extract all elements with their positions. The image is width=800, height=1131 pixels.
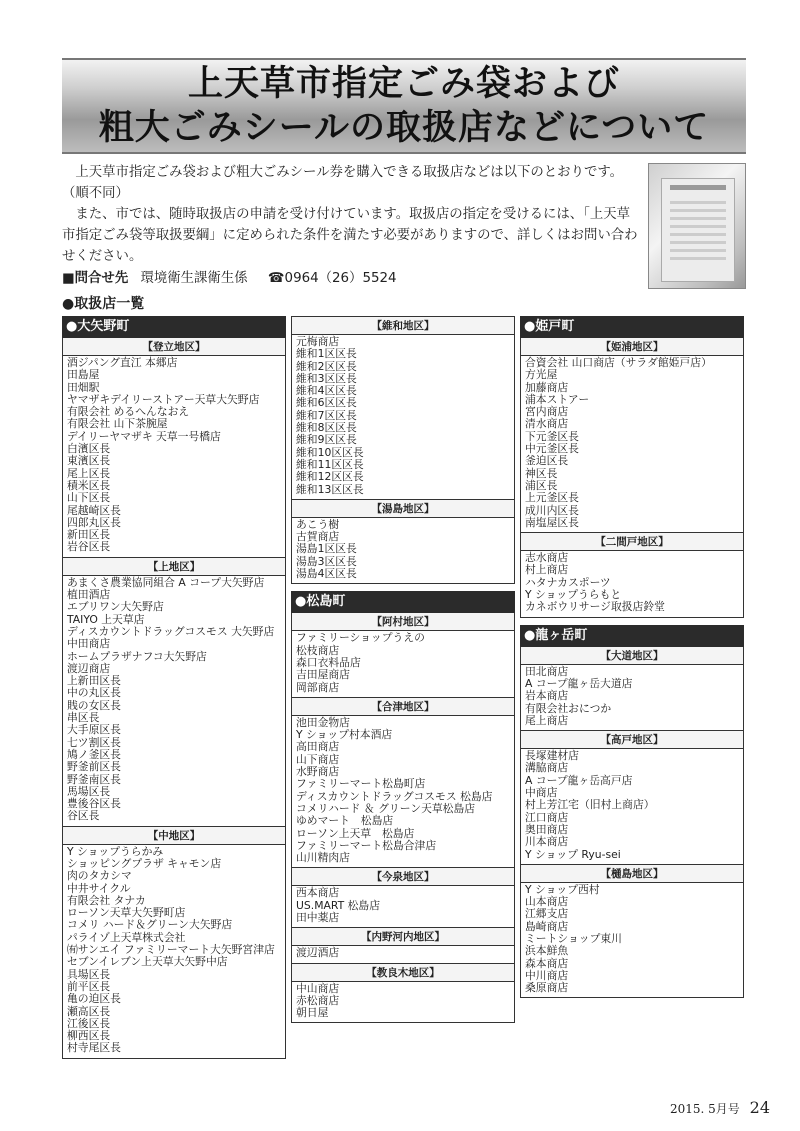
shop-list-item: 朝日屋 xyxy=(296,1006,329,1020)
shop-list xyxy=(521,749,743,864)
shop-list-item: 鳩ノ釜区長 xyxy=(67,747,121,761)
shop-list-item: デイリーヤマザキ 天草一号橋店 xyxy=(67,429,221,443)
shop-list-item: A コープ龍ヶ岳大道店 xyxy=(525,676,633,690)
shop-list-item: 有限会社おにつか xyxy=(525,701,612,715)
shop-list-item: 維和1区区長 xyxy=(296,347,357,361)
shop-list-item: 南塩屋区長 xyxy=(525,515,579,529)
shop-list-item: 田島屋 xyxy=(67,368,100,382)
shop-list-item: 山川精肉店 xyxy=(296,851,350,865)
shop-list-item: ファミリーマート松島合津店 xyxy=(296,838,437,852)
shop-list-item: 尾越崎区長 xyxy=(67,503,121,517)
shop-list-item: 吉田屋商店 xyxy=(296,668,350,682)
shop-list-item: 維和13区区長 xyxy=(296,482,364,496)
shop-list-item: あまくさ農業協同組合 A コープ大矢野店 xyxy=(67,575,265,589)
shop-list-item: 上元釜区長 xyxy=(525,491,579,505)
shop-list-item: TAIYO 上天草店 xyxy=(67,612,145,626)
shop-list-item: 中元釜区長 xyxy=(525,442,579,456)
shop-list-item: セブンイレブン上天草大矢野中店 xyxy=(67,955,228,969)
shop-list-item: 豊後谷区長 xyxy=(67,797,121,811)
area-heading: 【教良木地区】 xyxy=(292,964,514,982)
title-line-1: 上天草市指定ごみ袋および xyxy=(187,64,620,104)
shop-list-item: 白濱区長 xyxy=(67,442,111,456)
shop-list-item: Y ショップうらかみ xyxy=(67,844,164,858)
town-heading: ●龍ヶ岳町 xyxy=(520,625,744,647)
area-heading: 【今泉地区】 xyxy=(292,868,514,886)
contact-line xyxy=(62,268,640,289)
area-heading: 【二間戸地区】 xyxy=(521,533,743,551)
shop-list-item: 湯島4区区長 xyxy=(296,567,357,581)
area-heading: 【樋島地区】 xyxy=(521,865,743,883)
shop-list-item: 川本商店 xyxy=(525,835,569,849)
shop-list-item: 亀の迫区長 xyxy=(67,992,121,1006)
shop-list-item: ヤマザキデイリーストアー天草大矢野店 xyxy=(67,392,260,406)
area-block xyxy=(291,500,515,584)
area-block xyxy=(291,868,515,928)
shop-list-item: 植田酒店 xyxy=(67,588,111,602)
shop-list-item: ローソン上天草 松島店 xyxy=(296,826,415,840)
area-block xyxy=(520,731,744,865)
area-heading: 【湯島地区】 xyxy=(292,500,514,518)
shop-list-item: 中田商店 xyxy=(67,637,111,651)
shop-list-item: 維和2区区長 xyxy=(296,359,357,373)
shop-list-item: 森本商店 xyxy=(525,956,569,970)
shop-list-item: 野釜南区長 xyxy=(67,772,121,786)
shop-list xyxy=(521,883,743,998)
shop-list xyxy=(292,716,514,868)
shop-list-item: 古賀商店 xyxy=(296,530,340,544)
column-gap xyxy=(291,584,515,591)
page-number: 24 xyxy=(749,1098,770,1117)
shop-list-item: 維和4区区長 xyxy=(296,384,357,398)
title-line-2: 粗大ごみシールの取扱店などについて xyxy=(98,108,710,148)
shop-list xyxy=(521,356,743,532)
shop-list-item: 有限会社 めるへんなおえ xyxy=(67,405,190,419)
shop-list-item: 上新田区長 xyxy=(67,674,121,688)
shop-list xyxy=(521,665,743,730)
shop-list-item: 村寺尾区長 xyxy=(67,1041,121,1055)
shop-list-item: 島崎商店 xyxy=(525,919,569,933)
garbage-bag-photo xyxy=(648,163,746,289)
shop-list-item: 加藤商店 xyxy=(525,380,569,394)
shop-list-item: ショッピングプラザ キャモン店 xyxy=(67,856,222,870)
area-block xyxy=(62,827,286,1059)
shop-list-item: 下元釜区長 xyxy=(525,429,579,443)
shop-list-item: 中商店 xyxy=(525,786,558,800)
contact-tel: ☎0964（26）5524 xyxy=(267,271,397,286)
shop-list-item: 有限会社 山下茶腕屋 xyxy=(67,417,168,431)
shop-list-item: 維和3区区長 xyxy=(296,371,357,385)
area-heading: 【大道地区】 xyxy=(521,647,743,665)
shop-list xyxy=(292,518,514,583)
shop-list-item: ディスカウントドラッグコスモス 松島店 xyxy=(296,789,493,803)
shop-list-item: US.MART 松島店 xyxy=(296,898,381,912)
shop-list-item: 水野商店 xyxy=(296,765,340,779)
shop-list-item: A コープ龍ヶ岳高戸店 xyxy=(525,773,633,787)
area-block xyxy=(520,533,744,617)
column-2 xyxy=(291,316,515,1023)
shop-list-item: 維和11区区長 xyxy=(296,457,364,471)
shop-list-item: 瀬高区長 xyxy=(67,1004,111,1018)
shop-list-item: 維和9区区長 xyxy=(296,433,357,447)
shop-list-item: ハタナカスポーツ xyxy=(525,575,611,589)
shop-list-item: 宮内商店 xyxy=(525,405,569,419)
shop-list-item: 柳西区長 xyxy=(67,1029,111,1043)
title-banner xyxy=(62,58,746,154)
shop-list-item: コメリ ハード＆グリーン大矢野店 xyxy=(67,918,233,932)
area-heading: 【維和地区】 xyxy=(292,317,514,335)
area-block xyxy=(62,558,286,827)
shop-list-item: 賎の女区長 xyxy=(67,698,121,712)
shop-list-item: カネボウリサージ取扱店鈴堂 xyxy=(525,600,665,614)
shop-list-item: 中の丸区長 xyxy=(67,686,121,700)
page-footer xyxy=(670,1098,770,1117)
shop-list-item: 元梅商店 xyxy=(296,335,340,348)
shop-list-item: 池田金物店 xyxy=(296,715,350,729)
shop-list-item: 維和7区区長 xyxy=(296,408,357,422)
issue-label: 2015. 5月号 xyxy=(670,1102,740,1116)
shop-list xyxy=(292,982,514,1023)
shop-list-item: 桑原商店 xyxy=(525,981,569,995)
shop-list-item: 渡辺酒店 xyxy=(296,946,340,960)
shop-list-item: 志水商店 xyxy=(525,551,569,565)
shop-list-item: 江郷支店 xyxy=(525,907,569,921)
area-heading: 【上地区】 xyxy=(63,558,285,576)
shop-list-item: 尾上区長 xyxy=(67,466,111,480)
shop-list xyxy=(292,335,514,499)
contact-label: ■問合せ先 xyxy=(62,271,129,286)
shop-list-item: エブリワン大矢野店 xyxy=(67,600,164,614)
shop-list xyxy=(63,576,285,826)
shop-list-item: 成川内区長 xyxy=(525,503,579,517)
shop-list-item: 方光屋 xyxy=(525,368,558,382)
area-heading: 【合津地区】 xyxy=(292,698,514,716)
shop-list-item: 釜迫区長 xyxy=(525,454,569,468)
area-heading: 【内野河内地区】 xyxy=(292,928,514,946)
shop-list-item: 酒ジパング直江 本郷店 xyxy=(67,356,178,369)
shop-list-item: 新田区長 xyxy=(67,528,111,542)
shop-list-item: 田北商店 xyxy=(525,664,569,678)
shop-list-item: 合資会社 山口商店（サラダ館姫戸店） xyxy=(525,356,712,369)
shop-list-item: 江後区長 xyxy=(67,1016,111,1030)
shop-list-item: 馬場区長 xyxy=(67,784,111,798)
area-heading: 【中地区】 xyxy=(63,827,285,845)
shop-list-item: 江口商店 xyxy=(525,810,569,824)
shop-list-item: 山下商店 xyxy=(296,752,340,766)
shop-list-item: ゆめマート 松島店 xyxy=(296,814,394,828)
shop-list-item: 尾上商店 xyxy=(525,713,569,727)
shop-list-item: Y ショップ Ryu-sei xyxy=(525,847,621,861)
area-block xyxy=(62,338,286,558)
area-heading: 【高戸地区】 xyxy=(521,731,743,749)
shop-list-item: 赤松商店 xyxy=(296,993,340,1007)
contact-dept: 環境衛生課衛生係 xyxy=(140,271,248,286)
shop-list-item: 大手原区長 xyxy=(67,723,121,737)
shop-list-item: 七ツ割区長 xyxy=(67,735,121,749)
shop-list-item: 松枝商店 xyxy=(296,643,340,657)
area-block xyxy=(291,316,515,500)
shop-list-item: 岡部商店 xyxy=(296,680,340,694)
shop-list xyxy=(292,886,514,927)
shop-list-item: ㈲サンエイ ファミリーマート大矢野宮津店 xyxy=(67,943,275,957)
shop-list-item: コメリハード ＆ グリーン天草松島店 xyxy=(296,801,476,815)
shop-list-item: 溝脇商店 xyxy=(525,761,569,775)
shop-list-item: 岩谷区長 xyxy=(67,540,111,554)
intro-paragraph-1: 上天草市指定ごみ袋および粗大ごみシール券を購入できる取扱店などは以下のとおりです。（順不同） xyxy=(62,165,624,201)
shop-list-item: 西本商店 xyxy=(296,886,340,900)
shop-list-item: Y ショップうらもと xyxy=(525,588,622,602)
shop-list-item: 維和8区区長 xyxy=(296,421,357,435)
area-heading: 【阿村地区】 xyxy=(292,613,514,631)
area-block xyxy=(291,613,515,697)
shop-list-item: 積米区長 xyxy=(67,478,111,492)
shop-list-item: 神区長 xyxy=(525,466,558,480)
shop-list-item: 浜本鮮魚 xyxy=(525,944,569,958)
shop-list-item: 前平区長 xyxy=(67,979,111,993)
shop-list-item: ミートショップ東川 xyxy=(525,931,622,945)
shop-list-item: 四郎丸区長 xyxy=(67,515,121,529)
shop-list-item: 田中薬店 xyxy=(296,910,340,924)
intro-paragraph-2: また、市では、随時取扱店の申請を受け付けています。取扱店の指定を受けるには、「上天草市指定ごみ袋等取扱要綱」に定められた条件を満たす必要がありますので、詳しくはお問い合わせください。 xyxy=(62,207,638,264)
shop-list-item: ファミリーマート松島町店 xyxy=(296,777,426,791)
shop-list-item: 湯島3区区長 xyxy=(296,554,357,568)
shop-list-item: 中井サイクル xyxy=(67,881,131,895)
shop-list xyxy=(63,845,285,1058)
shop-list-item: 肉のタカシマ xyxy=(67,869,132,883)
town-heading: ●大矢野町 xyxy=(62,316,286,338)
shop-list-item: 浦本ストアー xyxy=(525,392,590,406)
shop-list-item: ファミリーショップうえの xyxy=(296,631,425,645)
shop-list-item: 山本商店 xyxy=(525,895,569,909)
shop-list-item: 谷区長 xyxy=(67,809,100,823)
garbage-bag-image xyxy=(661,178,735,282)
shop-list-item: 維和10区区長 xyxy=(296,445,364,459)
area-block xyxy=(520,338,744,533)
shop-list-item: 山下区長 xyxy=(67,491,111,505)
shop-list-item: 維和6区区長 xyxy=(296,396,357,410)
shop-list-item: 岩本商店 xyxy=(525,689,569,703)
area-heading: 【登立地区】 xyxy=(63,338,285,356)
area-block xyxy=(291,928,515,963)
area-block xyxy=(291,698,515,869)
town-heading: ●松島町 xyxy=(291,591,515,613)
shop-list-item: あこう樹 xyxy=(296,517,340,531)
shop-list-item: 高田商店 xyxy=(296,740,340,754)
shop-list-item: 有限会社 タナカ xyxy=(67,893,146,907)
column-3 xyxy=(520,316,744,998)
shop-list-item: ディスカウントドラッグコスモス 大矢野店 xyxy=(67,624,275,638)
shop-list-item: 中川商店 xyxy=(525,968,569,982)
shop-list-item: 湯島1区区長 xyxy=(296,542,357,556)
shop-list-item: 串区長 xyxy=(67,711,100,725)
area-heading: 【姫浦地区】 xyxy=(521,338,743,356)
shop-list-item: 中山商店 xyxy=(296,981,340,995)
shop-list-item: 東濱区長 xyxy=(67,454,111,468)
shop-list xyxy=(521,551,743,616)
shop-list-item: 村上芳江宅（旧村上商店） xyxy=(525,798,655,812)
shop-list-item: 具場区長 xyxy=(67,967,111,981)
area-block xyxy=(520,647,744,731)
area-block xyxy=(520,865,744,999)
shop-list-item: ホームプラザナフコ大矢野店 xyxy=(67,649,207,663)
shop-list-item: パライゾ上天草株式会社 xyxy=(67,930,186,944)
town-heading: ●姫戸町 xyxy=(520,316,744,338)
shop-list-item: 奥田商店 xyxy=(525,822,569,836)
shop-list-item: 浦区長 xyxy=(525,478,558,492)
shop-list-item: ローソン天草大矢野町店 xyxy=(67,906,186,920)
shop-list xyxy=(292,946,514,962)
shop-list xyxy=(63,356,285,557)
column-gap xyxy=(520,618,744,625)
intro-section xyxy=(62,162,640,289)
shop-list-item: 長塚建材店 xyxy=(525,749,579,763)
shop-list-item: 渡辺商店 xyxy=(67,661,111,675)
shop-list-item: Y ショップ村本酒店 xyxy=(296,728,393,742)
shop-list-item: 森口衣料品店 xyxy=(296,655,361,669)
shop-list-item: 清水商店 xyxy=(525,417,569,431)
shop-list-item: 田畑駅 xyxy=(67,380,100,394)
list-title: ●取扱店一覧 xyxy=(62,296,145,312)
shop-list-item: Y ショップ西村 xyxy=(525,882,600,896)
column-1 xyxy=(62,316,286,1059)
shop-list xyxy=(292,631,514,696)
shop-list-item: 維和12区区長 xyxy=(296,470,364,484)
shop-list-item: 村上商店 xyxy=(525,563,569,577)
area-block xyxy=(291,964,515,1024)
shop-list-item: 野釜前区長 xyxy=(67,760,121,774)
